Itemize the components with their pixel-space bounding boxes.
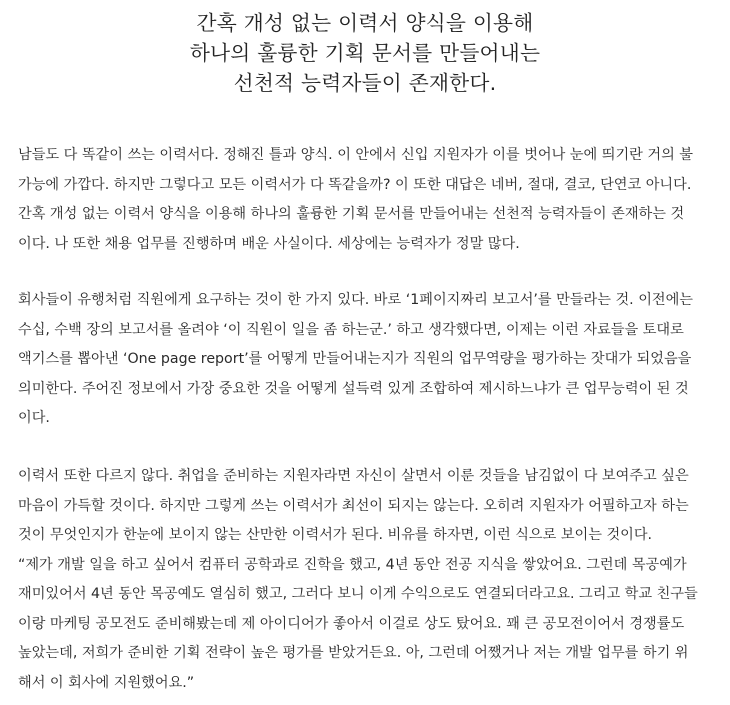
- paragraph-line: 의미한다. 주어진 정보에서 가장 중요한 것을 어떻게 설득력 있게 조합하여 제시하느냐가 큰 업무능력이 된 것: [18, 380, 689, 397]
- paragraph-line: 마음이 가득할 것이다. 하지만 그렇게 쓰는 이력서가 최선이 되지는 않는다. 오히려 지원자가 어필하고자 하는: [18, 497, 689, 514]
- paragraph-line: 이랑 마케팅 공모전도 준비해봤는데 제 아이디어가 좋아서 이걸로 상도 탔어요. 꽤 큰 공모전이어서 경쟁률도: [18, 615, 685, 632]
- paragraph-resume-example: [18, 462, 718, 698]
- paragraph-line: 이다. 나 또한 채용 업무를 진행하며 배운 사실이다. 세상에는 능력자가 정말 많다.: [18, 235, 520, 252]
- paragraph-line: “제가 개발 일을 하고 싶어서 컴퓨터 공학과로 진학을 했고, 4년 동안 전공 지식을 쌓았어요. 그런데 목공예가: [18, 556, 687, 573]
- paragraph-line: 액기스를 뽑아낸 ‘One page report’를 어떻게 만들어내는지가 직원의 업무역량을 평가하는 잣대가 되었음을: [18, 351, 692, 367]
- paragraph-line: 수십, 수백 장의 보고서를 올려야 ‘이 직원이 일을 좀 하는군.’ 하고 생각했다면, 이제는 이런 자료들을 토대로: [18, 321, 684, 338]
- paragraph-resume-intro: [18, 141, 718, 259]
- paragraph-line: 이다.: [18, 410, 50, 426]
- article-heading: [0, 8, 730, 98]
- heading-line: 하나의 훌륭한 기획 문서를 만들어내는: [189, 41, 541, 65]
- paragraph-line: 높았는데, 저희가 준비한 기획 전략이 높은 평가를 받았거든요. 아, 그런데 어쨌거나 저는 개발 업무를 하기 위: [18, 645, 689, 661]
- paragraph-line: 재미있어서 4년 동안 목공예도 열심히 했고, 그러다 보니 이게 수익으로도 연결되더라고요. 그리고 학교 친구들: [18, 586, 698, 602]
- paragraph-one-page-report: [18, 286, 718, 434]
- paragraph-line: 이력서 또한 다르지 않다. 취업을 준비하는 지원자라면 자신이 살면서 이룬 것들을 남김없이 다 보여주고 싶은: [18, 468, 689, 484]
- heading-line: 선천적 능력자들이 존재한다.: [233, 71, 497, 95]
- paragraph-line: 회사들이 유행처럼 직원에게 요구하는 것이 한 가지 있다. 바로 ‘1페이지짜리 보고서’를 만들라는 것. 이전에는: [18, 292, 694, 308]
- paragraph-line: 남들도 다 똑같이 쓰는 이력서다. 정해진 틀과 양식. 이 안에서 신입 지원자가 이를 벗어나 눈에 띄기란 거의 불: [18, 147, 694, 163]
- paragraph-line: 것이 무엇인지가 한눈에 보이지 않는 산만한 이력서가 된다. 비유를 하자면, 이런 식으로 보이는 것이다.: [18, 527, 653, 543]
- paragraph-line: 가능에 가깝다. 하지만 그렇다고 모든 이력서가 다 똑같을까? 이 또한 대답은 네버, 절대, 결코, 단연코 아니다.: [18, 176, 692, 193]
- paragraph-line: 해서 이 회사에 지원했어요.”: [18, 674, 195, 691]
- paragraph-line: 간혹 개성 없는 이력서 양식을 이용해 하나의 훌륭한 기획 문서를 만들어내는 선천적 능력자들이 존재하는 것: [18, 206, 685, 222]
- heading-line: 간혹 개성 없는 이력서 양식을 이용해: [196, 11, 534, 35]
